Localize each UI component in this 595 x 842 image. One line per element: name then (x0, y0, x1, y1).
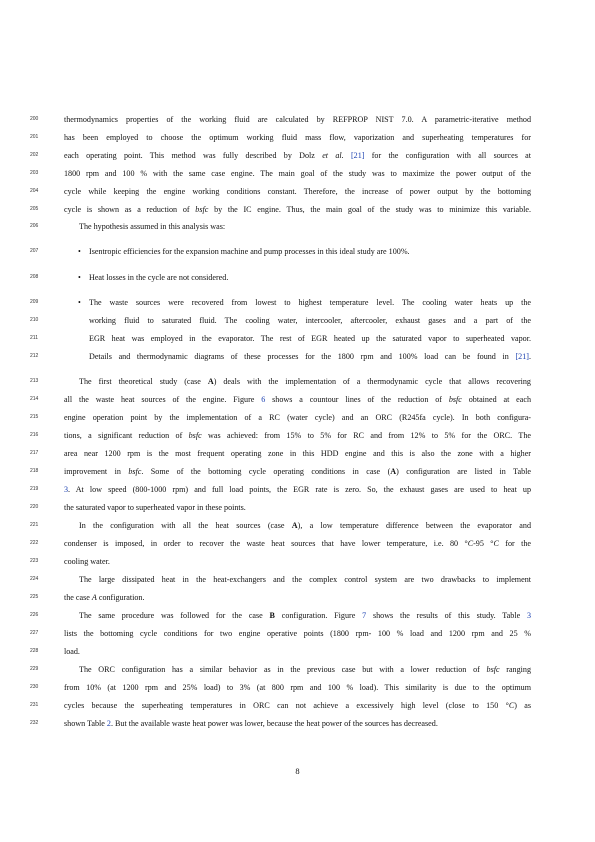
text-line: load. (64, 647, 80, 656)
text-line: cycles because the superheating temperatures in ORC can not achieve a excessively high level (close to 150 °C) as (64, 701, 531, 710)
text-line: cycle while keeping the engine working conditions constant. Therefore, the increase of power output by the bottoming (64, 187, 531, 196)
text-line: tions, a significant reduction of bsfc was achieved: from 15% to 5% for RC and from 12% to 5% for the ORC. The (64, 431, 531, 440)
line-number: 216 (30, 432, 39, 438)
text-line: The ORC configuration has a similar behavior as in the previous case but with a lower reduction of bsfc ranging (79, 665, 531, 674)
line-number: 228 (30, 648, 39, 654)
line-number: 218 (30, 468, 39, 474)
line-number: 227 (30, 630, 39, 636)
line-number: 202 (30, 152, 39, 158)
line-number: 200 (30, 116, 39, 122)
text-line: shown Table 2. But the available waste heat power was lower, because the heat power of the sources has decreased. (64, 719, 438, 728)
line-number: 224 (30, 576, 39, 582)
line-number: 221 (30, 522, 39, 528)
text-line: In the configuration with all the heat sources (case A), a low temperature difference between the evaporator and (79, 521, 531, 530)
line-number: 210 (30, 317, 39, 323)
line-number: 226 (30, 612, 39, 618)
citation-link[interactable]: [21] (515, 352, 529, 361)
line-number: 211 (30, 335, 38, 341)
line-number: 231 (30, 702, 39, 708)
line-number: 205 (30, 206, 39, 212)
text-line: each operating point. This method was fully described by Dolz et al. [21] for the configuration with all sources at (64, 151, 531, 160)
line-number: 222 (30, 540, 39, 546)
line-number: 215 (30, 414, 39, 420)
text-line: has been employed to choose the optimum working fluid mass flow, vaporization and superheating temperatures for (64, 133, 531, 142)
text-line: the saturated vapor to superheated vapor in these points. (64, 503, 246, 512)
list-item: Isentropic efficiencies for the expansion machine and pump processes in this ideal study are 100%. (89, 247, 410, 256)
line-number: 220 (30, 504, 39, 510)
list-item: The waste sources were recovered from lowest to highest temperature level. The cooling water heats up the (89, 298, 531, 307)
text-line: engine operation point by the implementation of a RC (water cycle) and an ORC (R245fa cycle). In both configura- (64, 413, 531, 422)
text-line: cycle is shown as a reduction of bsfc by the IC engine. Thus, the main goal of the study was to minimize this variable. (64, 205, 531, 214)
line-number: 214 (30, 396, 39, 402)
bullet-icon: • (78, 298, 81, 307)
text-line: The same procedure was followed for the case B configuration. Figure 7 shows the results of this study. Table 3 (79, 611, 532, 620)
table-link[interactable]: 3 (64, 485, 69, 494)
text-line: improvement in bsfc. Some of the bottoming cycle operating conditions in case (A) configuration are listed in Table (64, 467, 531, 476)
line-number: 213 (30, 378, 39, 384)
table-link[interactable]: 2 (106, 719, 111, 728)
line-number: 223 (30, 558, 39, 564)
line-number: 204 (30, 188, 39, 194)
list-item-cont: Details and thermodynamic diagrams of these processes for the 1800 rpm and 100% load can be found in [21]. (89, 352, 531, 361)
line-number: 225 (30, 594, 39, 600)
text-line: the case A configuration. (64, 593, 145, 602)
page-number: 8 (295, 766, 300, 776)
line-number: 229 (30, 666, 39, 672)
figure-link[interactable]: 7 (362, 611, 367, 620)
line-number: 217 (30, 450, 39, 456)
text-line: cooling water. (64, 557, 110, 566)
text-line: 1800 rpm and 100 % with the same case engine. The main goal of the study was to maximize the power output of the (64, 169, 531, 178)
figure-link[interactable]: 6 (261, 395, 266, 404)
list-item-cont: working fluid to saturated fluid. The cooling water, intercooler, aftercooler, exhaust gases and a part of the (89, 316, 531, 325)
text-line: from 10% (at 1200 rpm and 25% load) to 3% (at 800 rpm and 100 % load). This similarity is due to the optimum (64, 683, 531, 692)
text-line: The large dissipated heat in the heat-exchangers and the complex control system are two drawbacks to implement (79, 575, 531, 584)
line-number: 232 (30, 720, 39, 726)
bullet-icon: • (78, 273, 81, 282)
hypothesis-intro: The hypothesis assumed in this analysis was: (79, 222, 226, 231)
line-number: 212 (30, 353, 39, 359)
line-number: 209 (30, 299, 39, 305)
text-line: area near 1200 rpm is the most frequent operating zone in this HDD engine and this is also the zone with a higher (64, 449, 531, 458)
text-line: condenser is imposed, in order to recover the waste heat sources that have lower temperature, i.e. 80 °C-95 °C for the (64, 539, 531, 548)
line-number: 207 (30, 248, 39, 254)
bullet-icon: • (78, 247, 81, 256)
text-line: thermodynamics properties of the working fluid are calculated by REFPROP NIST 7.0. A parametric-iterative method (64, 115, 531, 124)
text-line: 3. At low speed (800-1000 rpm) and full load points, the EGR rate is zero. So, the exhaust gases are used to heat up (64, 485, 531, 494)
text-line: all the waste heat sources of the engine. Figure 6 shows a countour lines of the reduction of bsfc obtained at each (64, 395, 531, 404)
citation-link[interactable]: [21] (350, 151, 365, 160)
table-link[interactable]: 3 (526, 611, 532, 620)
text-line: The first theoretical study (case A) deals with the implementation of a thermodynamic cycle that allows recovering (79, 377, 531, 386)
line-number: 230 (30, 684, 39, 690)
line-number: 201 (30, 134, 39, 140)
list-item-cont: EGR heat was employed in the evaporator. The rest of EGR heated up the saturated vapor to superheated vapor. (89, 334, 531, 343)
line-number: 208 (30, 274, 39, 280)
list-item: Heat losses in the cycle are not considered. (89, 273, 229, 282)
text-line: lists the bottoming cycle conditions for two engine operative points (1800 rpm- 100 % load and 1200 rpm and 25 % (64, 629, 531, 638)
line-number: 203 (30, 170, 39, 176)
line-number: 206 (30, 223, 39, 229)
line-number: 219 (30, 486, 39, 492)
